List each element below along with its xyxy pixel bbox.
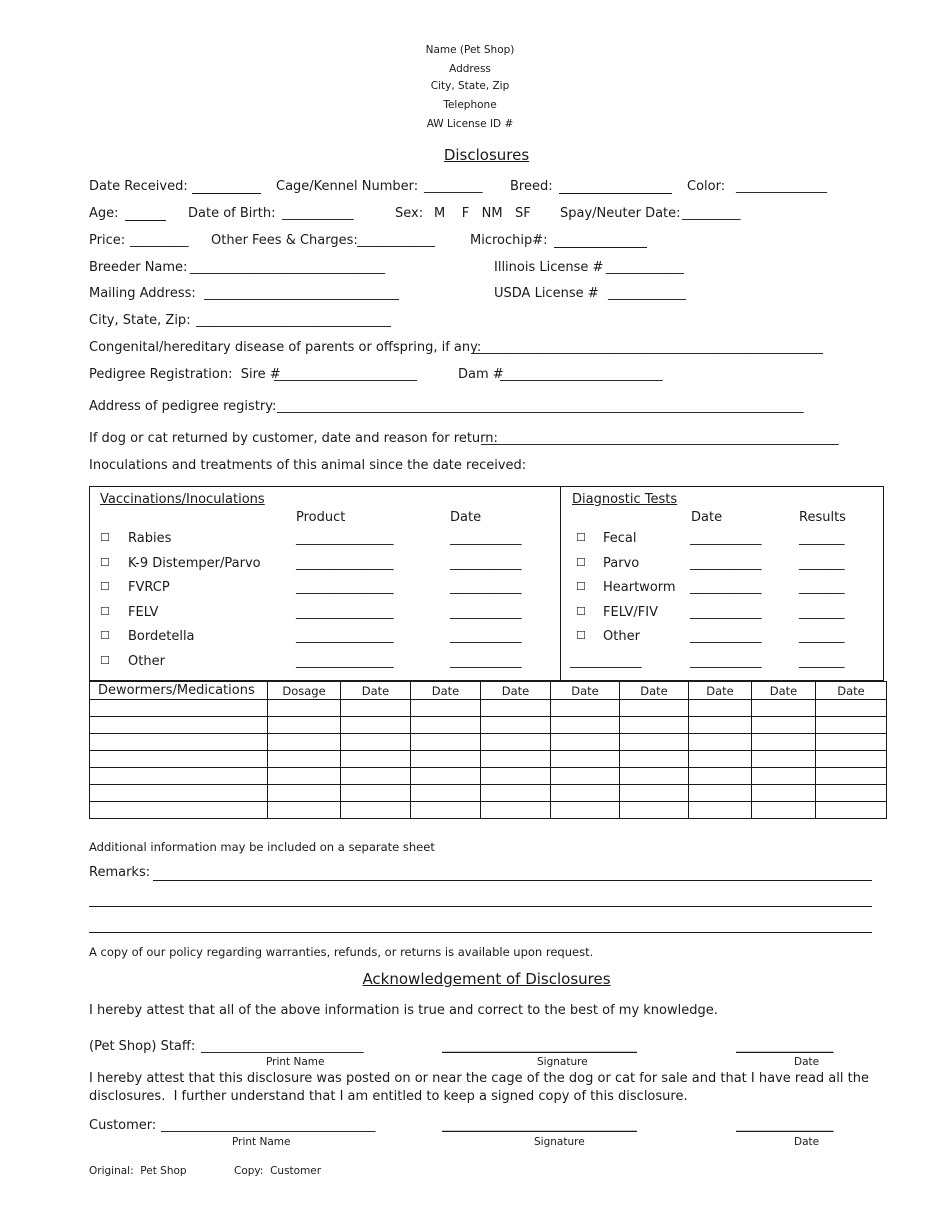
dam-label: Dam # [458,367,504,382]
diagnostic-result-field[interactable]: _______ [799,654,845,669]
table-cell[interactable] [689,802,752,819]
staff-date-caption: Date [794,1056,820,1068]
footer-copy: Copy: Customer [234,1165,322,1177]
diagnostic-result-field[interactable]: _______ [799,531,845,546]
table-cell[interactable] [620,734,689,751]
table-cell[interactable] [752,768,816,785]
color-label: Color: [687,179,726,194]
remarks-line-3[interactable] [89,932,872,933]
vaccination-name: K-9 Distemper/Parvo [128,556,261,571]
shop-name: Name (Pet Shop) [425,44,515,56]
acknowledgement-title: Acknowledgement of Disclosures [362,970,611,988]
diagnostic-date-field[interactable]: ___________ [690,605,762,620]
vacc-date-header: Date [450,510,482,525]
column-header: Date [620,682,689,700]
table-cell[interactable] [752,700,816,717]
checkbox-icon[interactable]: ☐ [576,556,586,569]
table-cell[interactable] [268,768,341,785]
spay-field[interactable]: _________ [682,206,741,221]
table-cell[interactable] [551,802,620,819]
vaccination-date-field[interactable]: ___________ [450,556,522,571]
breed-label: Breed: [510,179,553,194]
returned-field[interactable]: _______________________________________________________ [481,431,839,446]
attest-statement-1: I hereby attest that all of the above information is true and correct to the best of my knowledge. [89,1003,718,1018]
diagnostic-name: Heartworm [603,580,676,595]
table-cell[interactable] [551,768,620,785]
shop-city: City, State, Zip [430,80,510,92]
table-cell[interactable] [268,802,341,819]
vaccination-name: Bordetella [128,629,195,644]
customer-signature-field[interactable]: ______________________________ [442,1118,637,1133]
pedigree-label: Pedigree Registration: Sire # [89,367,281,382]
staff-print-field[interactable]: _________________________ [201,1039,364,1054]
table-row [90,717,887,734]
diagnostic-date-field[interactable]: ___________ [690,531,762,546]
vaccination-name: Other [128,654,165,669]
table-row [90,785,887,802]
inoculations-label: Inoculations and treatments of this animal since the date received: [89,458,527,473]
shop-license: AW License ID # [426,118,514,130]
table-cell[interactable] [689,751,752,768]
sex-options[interactable]: M F NM SF [434,206,531,221]
diagnostic-result-field[interactable]: _______ [799,556,845,571]
vaccination-product-field[interactable]: _______________ [296,654,394,669]
column-header: Dosage [268,682,341,700]
table-cell[interactable] [481,768,551,785]
vaccination-date-field[interactable]: ___________ [450,629,522,644]
sire-field[interactable]: ______________________ [274,367,417,382]
city-label: City, State, Zip: [89,313,191,328]
checkbox-icon[interactable]: ☐ [576,605,586,618]
vaccination-date-field[interactable]: ___________ [450,531,522,546]
checkbox-icon[interactable]: ☐ [576,629,586,642]
column-header: Date [481,682,551,700]
table-cell[interactable] [752,751,816,768]
table-cell[interactable] [481,734,551,751]
table-cell[interactable] [481,751,551,768]
table-cell[interactable] [268,734,341,751]
diagnostics-title: Diagnostic Tests [572,492,678,507]
column-header: Date [752,682,816,700]
checkbox-icon[interactable]: ☐ [576,531,586,544]
attest-statement-2a: I hereby attest that this disclosure was posted on or near the cage of the dog or cat for sale and that I have read all the [89,1071,869,1086]
checkbox-icon[interactable]: ☐ [576,580,586,593]
column-header: Date [411,682,481,700]
checkbox-icon[interactable]: ☐ [100,654,110,667]
diagnostic-name: Parvo [603,556,640,571]
table-cell[interactable] [90,717,268,734]
dewormers-header: Dewormers/Medications [90,682,268,700]
returned-label: If dog or cat returned by customer, date and reason for return: [89,431,498,446]
shop-address: Address [449,63,491,75]
disclosures-title: Disclosures [443,146,530,164]
table-cell[interactable] [620,802,689,819]
table-cell[interactable] [551,785,620,802]
diagnostic-date-field[interactable]: ___________ [690,580,762,595]
table-cell[interactable] [689,768,752,785]
table-cell[interactable] [816,751,887,768]
footer-original: Original: Pet Shop [89,1165,187,1177]
table-cell[interactable] [90,700,268,717]
checkbox-icon[interactable]: ☐ [100,580,110,593]
usda-license-field[interactable]: ____________ [608,286,686,301]
diagnostic-name: FELV/FIV [603,605,658,620]
table-cell[interactable] [620,785,689,802]
diagnostic-result-field[interactable]: _______ [799,580,845,595]
table-cell[interactable] [816,802,887,819]
breed-field[interactable] [559,193,672,194]
cage-number-label: Cage/Kennel Number: [276,179,419,194]
remarks-line-1[interactable] [153,880,872,881]
table-cell[interactable] [481,717,551,734]
table-cell[interactable] [620,717,689,734]
vaccinations-title: Vaccinations/Inoculations [100,492,265,507]
table-cell[interactable] [268,700,341,717]
table-cell[interactable] [411,751,481,768]
table-cell[interactable] [90,768,268,785]
vaccination-product-field[interactable]: _______________ [296,580,394,595]
table-cell[interactable] [411,700,481,717]
table-cell[interactable] [411,717,481,734]
table-row [90,734,887,751]
vaccination-name: FVRCP [128,580,170,595]
registry-label: Address of pedigree registry: [89,399,277,414]
microchip-label: Microchip#: [470,233,548,248]
diag-results-header: Results [799,510,846,525]
dam-field[interactable]: _________________________ [500,367,663,382]
checkbox-icon[interactable]: ☐ [100,531,110,544]
table-cell[interactable] [341,751,411,768]
congenital-field[interactable]: ______________________________________________________ [472,340,823,355]
age-field[interactable] [125,220,166,221]
checkbox-icon[interactable]: ☐ [100,605,110,618]
usda-license-label: USDA License # [494,286,599,301]
registry-field[interactable]: _________________________________________________________________________________ [277,399,804,414]
additional-info: Additional information may be included on a separate sheet [89,840,435,854]
microchip-field[interactable] [554,247,647,248]
product-header: Product [296,510,346,525]
policy-text: A copy of our policy regarding warranties, refunds, or returns is available upon request. [89,945,594,959]
vaccination-date-field[interactable]: ___________ [450,654,522,669]
vaccination-product-field[interactable]: _______________ [296,605,394,620]
table-cell[interactable] [90,785,268,802]
cage-number-field[interactable]: _________ [424,179,483,194]
table-cell[interactable] [268,751,341,768]
table-cell[interactable] [752,734,816,751]
vaccination-date-field[interactable]: ___________ [450,605,522,620]
mailing-address-label: Mailing Address: [89,286,196,301]
age-label: Age: [89,206,119,221]
diagnostic-date-field[interactable]: ___________ [690,629,762,644]
customer-label: Customer: [89,1118,157,1133]
table-row [90,768,887,785]
table-row [90,751,887,768]
customer-print-field[interactable]: _________________________________ [161,1118,376,1133]
vaccination-product-field[interactable]: _______________ [296,629,394,644]
table-cell[interactable] [816,717,887,734]
column-header: Date [341,682,411,700]
customer-date-caption: Date [794,1136,820,1148]
table-cell[interactable] [481,802,551,819]
vaccination-name: Rabies [128,531,172,546]
diagnostic-result-field[interactable]: _______ [799,629,845,644]
table-cell[interactable] [816,785,887,802]
shop-telephone: Telephone [443,99,497,111]
spay-label: Spay/Neuter Date: [560,206,681,221]
city-field[interactable]: ______________________________ [196,313,391,328]
vaccination-date-field[interactable]: ___________ [450,580,522,595]
staff-signature-caption: Signature [537,1056,588,1068]
vaccination-product-field[interactable]: _______________ [296,556,394,571]
table-row [90,802,887,819]
table-cell[interactable] [551,700,620,717]
table-row [90,700,887,717]
table-cell[interactable] [816,734,887,751]
diagnostic-date-field[interactable]: ___________ [690,556,762,571]
remarks-line-2[interactable] [89,906,872,907]
customer-print-caption: Print Name [232,1136,291,1148]
attest-statement-2b: disclosures. I further understand that I am entitled to keep a signed copy of this disclosure. [89,1089,688,1104]
table-cell[interactable] [411,734,481,751]
diagnostic-name: Fecal [603,531,637,546]
vaccination-name: FELV [128,605,159,620]
table-cell[interactable] [689,734,752,751]
illinois-license-label: Illinois License # [494,260,604,275]
table-cell[interactable] [268,785,341,802]
staff-print-caption: Print Name [266,1056,325,1068]
table-cell[interactable] [90,751,268,768]
box-divider [560,486,561,681]
table-cell[interactable] [689,717,752,734]
table-cell[interactable] [689,785,752,802]
checkbox-icon[interactable]: ☐ [100,629,110,642]
table-cell[interactable] [341,700,411,717]
price-field[interactable]: _________ [130,233,189,248]
table-cell[interactable] [689,700,752,717]
table-cell[interactable] [411,802,481,819]
diagnostic-result-field[interactable]: _______ [799,605,845,620]
table-cell[interactable] [551,717,620,734]
table-cell[interactable] [752,717,816,734]
table-cell[interactable] [411,785,481,802]
table-cell[interactable] [481,785,551,802]
table-cell[interactable] [816,700,887,717]
dob-label: Date of Birth: [188,206,276,221]
sex-label: Sex: [395,206,424,221]
table-cell[interactable] [268,717,341,734]
color-field[interactable]: ______________ [736,179,827,194]
diag-other-field[interactable]: ___________ [570,654,642,669]
date-received-label: Date Received: [89,179,188,194]
diagnostic-name: Other [603,629,640,644]
congenital-label: Congenital/hereditary disease of parents or offspring, if any: [89,340,482,355]
vaccination-product-field[interactable]: _______________ [296,531,394,546]
checkbox-icon[interactable]: ☐ [100,556,110,569]
table-cell[interactable] [481,700,551,717]
table-cell[interactable] [620,751,689,768]
diagnostic-date-field[interactable]: ___________ [690,654,762,669]
customer-signature-caption: Signature [534,1136,585,1148]
diag-date-header: Date [691,510,723,525]
table-cell[interactable] [411,768,481,785]
other-fees-field[interactable]: ____________ [357,233,435,248]
table-cell[interactable] [620,768,689,785]
table-cell[interactable] [90,734,268,751]
other-fees-label: Other Fees & Charges: [211,233,358,248]
column-header: Date [551,682,620,700]
table-cell[interactable] [551,734,620,751]
table-cell[interactable] [752,802,816,819]
table-cell[interactable] [341,785,411,802]
illinois-license-field[interactable]: ____________ [606,260,684,275]
breeder-name-label: Breeder Name: [89,260,188,275]
remarks-label: Remarks: [89,865,151,880]
staff-signature-field[interactable]: ______________________________ [442,1039,637,1054]
table-cell[interactable] [620,700,689,717]
mailing-address-field[interactable]: ______________________________ [204,286,399,301]
table-cell[interactable] [752,785,816,802]
table-cell[interactable] [816,768,887,785]
breeder-name-field[interactable]: ______________________________ [190,260,385,275]
staff-date-field[interactable]: _______________ [736,1039,834,1054]
table-cell[interactable] [90,802,268,819]
column-header: Date [816,682,887,700]
staff-label: (Pet Shop) Staff: [89,1039,196,1054]
customer-date-field[interactable]: _______________ [736,1118,834,1133]
date-received-field[interactable] [192,193,261,194]
table-cell[interactable] [341,768,411,785]
dewormers-table [89,681,887,819]
column-header: Date [689,682,752,700]
table-cell[interactable] [551,751,620,768]
dob-field[interactable]: ___________ [282,206,354,221]
table-cell[interactable] [341,717,411,734]
price-label: Price: [89,233,126,248]
table-cell[interactable] [341,734,411,751]
table-cell[interactable] [341,802,411,819]
